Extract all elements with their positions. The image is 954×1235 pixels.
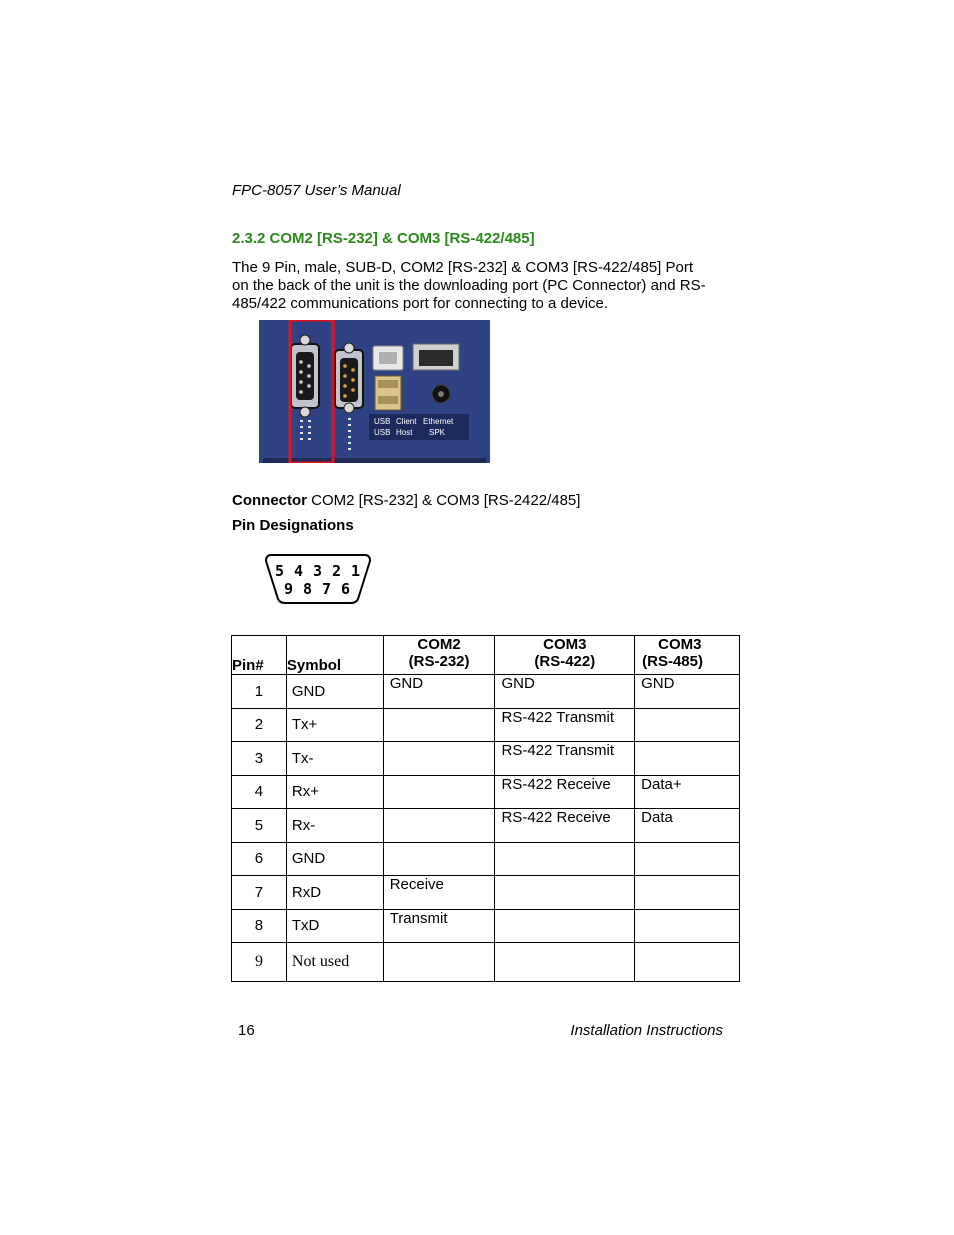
- pin-label: 1: [351, 562, 361, 580]
- pin-number: 3: [232, 742, 287, 776]
- pin-symbol: Rx+: [286, 775, 383, 809]
- pin-label: 4: [294, 562, 304, 580]
- com2-cell: [383, 943, 495, 982]
- usb-label: USB: [374, 417, 391, 426]
- host-label: Host: [396, 428, 413, 437]
- header-com2-standard: (RS-232): [408, 653, 470, 670]
- table-header-row: [232, 636, 740, 675]
- intro-line: on the back of the unit is the downloading port (PC Connector) and RS-: [232, 277, 706, 294]
- table-row: [232, 876, 740, 910]
- header-com3-rs485: [635, 636, 740, 675]
- section-heading: 2.3.2 COM2 [RS-232] & COM3 [RS-422/485]: [232, 230, 535, 247]
- pin-label: 3: [313, 562, 323, 580]
- com2-cell: GND: [383, 675, 495, 709]
- header-com3-standard: (RS-422): [534, 653, 596, 670]
- pin-number: 8: [232, 909, 287, 943]
- intro-line: The 9 Pin, male, SUB-D, COM2 [RS-232] & COM3 [RS-422/485] Port: [232, 259, 694, 276]
- intro-paragraph: [232, 259, 712, 313]
- rs422-cell: [495, 876, 635, 910]
- spk-label: SPK: [429, 428, 446, 437]
- header-com2-name: COM2: [417, 636, 461, 653]
- pin-number: 1: [232, 675, 287, 709]
- table-row: [232, 708, 740, 742]
- connector-label: Connector: [232, 492, 307, 509]
- pin-number: 7: [232, 876, 287, 910]
- rs485-cell: [635, 842, 740, 876]
- com2-cell: Transmit: [383, 909, 495, 943]
- header-com3-name: COM3: [658, 636, 702, 653]
- pin-label: 8: [303, 580, 313, 598]
- rs422-cell: RS-422 Transmit: [495, 708, 635, 742]
- rs422-cell: [495, 842, 635, 876]
- header-symbol: Symbol: [286, 636, 383, 675]
- rs485-cell: Data: [635, 809, 740, 843]
- db9-pin-diagram: [263, 551, 373, 606]
- manual-title: FPC-8057 User’s Manual: [232, 182, 401, 199]
- rs485-cell: [635, 909, 740, 943]
- pin-designations-heading: Pin Designations: [232, 517, 354, 534]
- table-row: [232, 775, 740, 809]
- header-com3-rs422: [495, 636, 635, 675]
- com2-cell: [383, 842, 495, 876]
- com2-cell: Receive: [383, 876, 495, 910]
- rs422-cell: [495, 943, 635, 982]
- table-row: [232, 909, 740, 943]
- rs422-cell: [495, 909, 635, 943]
- header-com3-name: COM3: [543, 636, 587, 653]
- table-row: [232, 842, 740, 876]
- pin-symbol: GND: [286, 842, 383, 876]
- rs422-cell: RS-422 Receive: [495, 809, 635, 843]
- table-row: [232, 809, 740, 843]
- ethernet-label: Ethernet: [423, 417, 454, 426]
- pin-number: 9: [232, 943, 287, 982]
- header-pin: Pin#: [232, 636, 287, 675]
- table-row: [232, 742, 740, 776]
- pin-number: 4: [232, 775, 287, 809]
- rs422-cell: RS-422 Transmit: [495, 742, 635, 776]
- pin-symbol: TxD: [286, 909, 383, 943]
- pin-label: 9: [284, 580, 294, 598]
- table-row: [232, 675, 740, 709]
- pin-number: 6: [232, 842, 287, 876]
- rs485-cell: [635, 708, 740, 742]
- rs485-cell: [635, 876, 740, 910]
- rs422-cell: RS-422 Receive: [495, 775, 635, 809]
- com2-cell: [383, 708, 495, 742]
- com2-cell: [383, 775, 495, 809]
- pin-table: [231, 635, 740, 982]
- header-com3-standard: (RS-485): [642, 653, 703, 670]
- pin-label: 2: [332, 562, 342, 580]
- port-panel-photo: [259, 320, 490, 463]
- rs485-cell: Data+: [635, 775, 740, 809]
- usb-label: USB: [374, 428, 391, 437]
- pin-label: 6: [341, 580, 351, 598]
- pin-label: 5: [275, 562, 285, 580]
- client-label: Client: [396, 417, 417, 426]
- connector-value: COM2 [RS-232] & COM3 [RS-2422/485]: [311, 492, 581, 509]
- pin-symbol: Rx-: [286, 809, 383, 843]
- rs485-cell: GND: [635, 675, 740, 709]
- pin-number: 5: [232, 809, 287, 843]
- pin-symbol: RxD: [286, 876, 383, 910]
- com2-cell: [383, 742, 495, 776]
- rs485-cell: [635, 943, 740, 982]
- pin-symbol: GND: [286, 675, 383, 709]
- connector-line: [232, 492, 580, 509]
- table-row: [232, 943, 740, 982]
- pin-symbol: Tx+: [286, 708, 383, 742]
- pin-label: 7: [322, 580, 332, 598]
- pin-symbol: Not used: [286, 943, 383, 982]
- intro-line: 485/422 communications port for connecting to a device.: [232, 295, 609, 312]
- header-com2: [383, 636, 495, 675]
- page-number: 16: [238, 1022, 255, 1039]
- pin-number: 2: [232, 708, 287, 742]
- footer-section-title: Installation Instructions: [570, 1022, 723, 1039]
- com2-cell: [383, 809, 495, 843]
- pin-symbol: Tx-: [286, 742, 383, 776]
- rs422-cell: GND: [495, 675, 635, 709]
- rs485-cell: [635, 742, 740, 776]
